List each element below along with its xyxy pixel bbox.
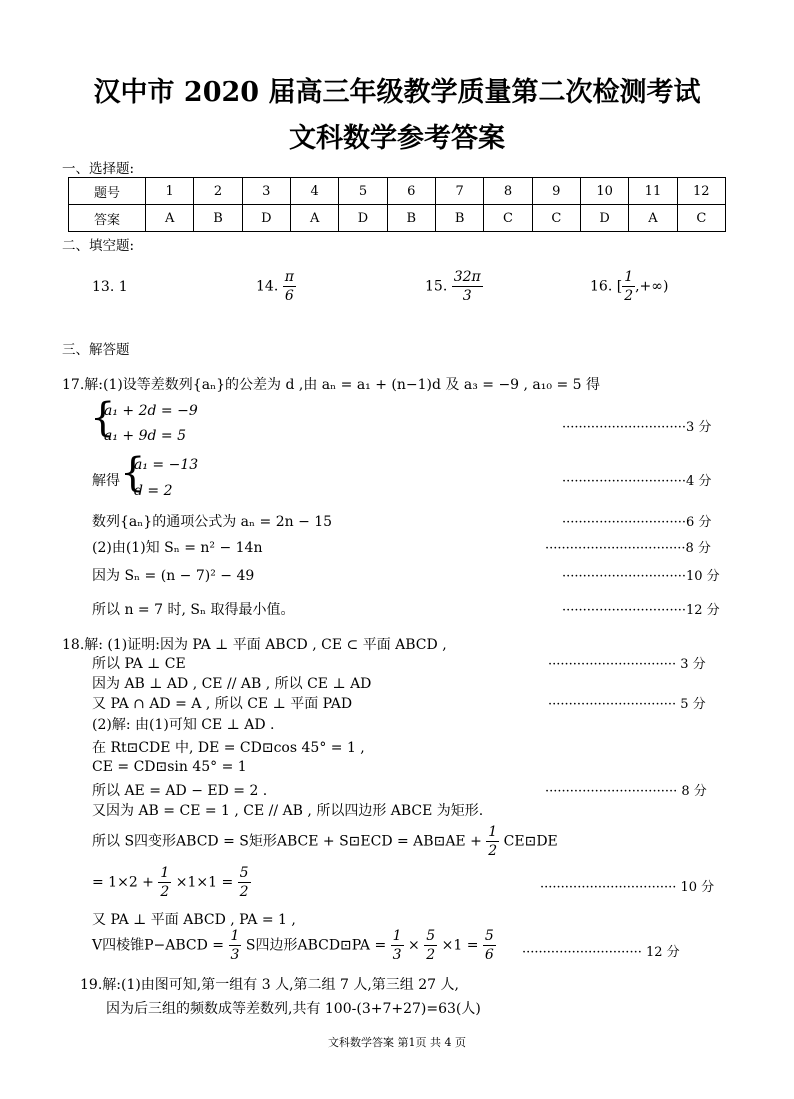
q14-label: 14.: [256, 278, 279, 295]
system-brace: {: [90, 395, 116, 441]
denominator: 3: [230, 947, 240, 963]
numerator: 5: [484, 928, 494, 944]
q17-system-2b: d = 2: [134, 483, 173, 499]
q18-line-6: 在 Rt⊡CDE 中, DE = CD⊡cos 45° = 1 ,: [92, 740, 365, 756]
q18-line-1: 18.解: (1)证明:因为 PA ⊥ 平面 ABCD , CE ⊂ 平面 ABCD ,: [62, 637, 447, 653]
table-cell: 10: [580, 178, 628, 205]
expr: ×1 =: [441, 937, 479, 954]
fraction: [486, 823, 499, 860]
q17-line-5: 因为 Sₙ = (n − 7)² − 49: [92, 568, 255, 584]
q17-line-3: 数列{aₙ}的通项公式为 aₙ = 2n − 15: [92, 514, 333, 530]
denominator: 2: [624, 288, 634, 304]
numerator: π: [284, 269, 294, 285]
denominator: 2: [426, 947, 436, 963]
table-cell: C: [677, 205, 725, 232]
expr: ×: [408, 937, 420, 954]
table-cell: 3: [242, 178, 290, 205]
numerator: 5: [426, 928, 436, 944]
table-cell: 9: [532, 178, 580, 205]
q16-rest: ,+∞): [635, 278, 669, 295]
score-marker: ································ 8 分: [545, 784, 707, 799]
q17-line-1: 17.解:(1)设等差数列{aₙ}的公差为 d ,由 aₙ = a₁ + (n−1)d 及 a₃ = −9 , a₁₀ = 5 得: [62, 377, 600, 393]
fraction: [283, 268, 296, 305]
table-row-answers: [69, 205, 726, 232]
score-marker: ······························3 分: [562, 420, 712, 435]
section-fill-heading: 二、填空题:: [62, 238, 135, 254]
table-cell: A: [290, 205, 338, 232]
expr: V四棱锥P−ABCD =: [92, 937, 225, 954]
denominator: 6: [284, 288, 294, 304]
table-header-cell: 答案: [69, 205, 146, 232]
score-marker: ······························· 5 分: [548, 697, 706, 712]
denominator: 6: [484, 947, 494, 963]
table-cell: 4: [290, 178, 338, 205]
table-cell: D: [339, 205, 387, 232]
fraction: [424, 927, 437, 964]
expr: = 1×2 +: [92, 874, 154, 891]
answer-table: [68, 177, 726, 232]
q18-line-12: 又 PA ⊥ 平面 ABCD , PA = 1 ,: [92, 912, 296, 928]
q18-line-11: [92, 864, 251, 901]
denominator: 2: [160, 884, 170, 900]
q16-open: [: [616, 278, 623, 295]
fraction: [452, 268, 483, 305]
q17-line-4: (2)由(1)知 Sₙ = n² − 14n: [92, 540, 263, 556]
score-marker: ······························12 分: [562, 603, 720, 618]
score-marker: ······························6 分: [562, 515, 712, 530]
table-cell: B: [435, 205, 483, 232]
q18-line-2: 所以 PA ⊥ CE: [92, 656, 186, 672]
q17-jiede: 解得: [92, 473, 120, 489]
table-cell: 7: [435, 178, 483, 205]
table-cell: 12: [677, 178, 725, 205]
table-header-cell: 题号: [69, 178, 146, 205]
q18-line-4: 又 PA ∩ AD = A , 所以 CE ⊥ 平面 PAD: [92, 696, 353, 712]
fill-answer-14: [256, 268, 296, 305]
expr: 所以 S四变形ABCD = S矩形ABCE + S⊡ECD = AB⊡AE +: [92, 833, 482, 850]
table-row-numbers: [69, 178, 726, 205]
numerator: 1: [488, 824, 498, 840]
table-cell: 8: [484, 178, 532, 205]
table-cell: D: [242, 205, 290, 232]
section-solve-heading: 三、解答题: [62, 342, 130, 358]
denominator: 2: [239, 884, 249, 900]
table-cell: 5: [339, 178, 387, 205]
system-brace: {: [120, 450, 146, 496]
table-cell: B: [387, 205, 435, 232]
fraction: [229, 927, 242, 964]
table-cell: B: [194, 205, 242, 232]
q19-line-2: 因为后三组的频数成等差数列,共有 100-(3+7+27)=63(人): [106, 1001, 481, 1017]
expr: ×1×1 =: [175, 874, 234, 891]
numerator: 1: [624, 269, 634, 285]
q18-line-13: [92, 927, 496, 964]
table-cell: D: [580, 205, 628, 232]
page-footer: 文科数学答案 第1页 共 4 页: [328, 1036, 466, 1049]
denominator: 3: [392, 947, 402, 963]
score-marker: ····························· 12 分: [522, 945, 680, 960]
fill-answer-13: 13. 1: [92, 279, 128, 295]
table-cell: C: [532, 205, 580, 232]
q17-system-1b: a₁ + 9d = 5: [104, 428, 186, 444]
score-marker: ······························10 分: [562, 569, 720, 584]
fraction: [622, 268, 635, 305]
q18-line-9: 又因为 AB = CE = 1 , CE // AB , 所以四边形 ABCE 为矩形.: [92, 803, 484, 819]
page-subtitle: 文科数学参考答案: [289, 123, 505, 154]
table-cell: 2: [194, 178, 242, 205]
q16-label: 16.: [590, 278, 613, 295]
score-marker: ······························4 分: [562, 474, 712, 489]
q18-line-5: (2)解: 由(1)可知 CE ⊥ AD .: [92, 717, 275, 733]
q19-line-1: 19.解:(1)由图可知,第一组有 3 人,第二组 7 人,第三组 27 人,: [80, 977, 459, 993]
numerator: 1: [160, 865, 170, 881]
table-cell: 6: [387, 178, 435, 205]
fraction: [391, 927, 404, 964]
denominator: 3: [462, 288, 472, 304]
table-cell: 1: [146, 178, 194, 205]
score-marker: ································· 10 分: [540, 880, 715, 895]
table-cell: A: [146, 205, 194, 232]
page-title: 汉中市 2020 届高三年级教学质量第二次检测考试: [93, 77, 701, 108]
q17-line-6: 所以 n = 7 时, Sₙ 取得最小值。: [92, 602, 295, 618]
q18-line-10: [92, 823, 558, 860]
table-cell: 11: [629, 178, 677, 205]
fraction: [238, 864, 251, 901]
q17-system-2a: a₁ = −13: [134, 457, 199, 473]
q18-line-7: CE = CD⊡sin 45° = 1: [92, 759, 247, 775]
numerator: 1: [392, 928, 402, 944]
expr: S四边形ABCD⊡PA =: [245, 937, 387, 954]
q17-system-1a: a₁ + 2d = −9: [104, 403, 198, 419]
score-marker: ······························· 3 分: [548, 657, 706, 672]
expr: CE⊡DE: [503, 833, 558, 850]
table-cell: C: [484, 205, 532, 232]
numerator: 1: [230, 928, 240, 944]
fraction: [158, 864, 171, 901]
numerator: 5: [239, 865, 249, 881]
denominator: 2: [488, 843, 498, 859]
q18-line-3: 因为 AB ⊥ AD , CE // AB , 所以 CE ⊥ AD: [92, 676, 372, 692]
q18-line-8: 所以 AE = AD − ED = 2 .: [92, 783, 268, 799]
numerator: 32π: [453, 269, 481, 285]
section-choice-heading: 一、选择题:: [62, 161, 135, 177]
fill-answer-16: [590, 268, 668, 305]
fill-answer-15: [425, 268, 483, 305]
fraction: [483, 927, 496, 964]
score-marker: ··································8 分: [545, 541, 711, 556]
table-cell: A: [629, 205, 677, 232]
q15-label: 15.: [425, 278, 448, 295]
